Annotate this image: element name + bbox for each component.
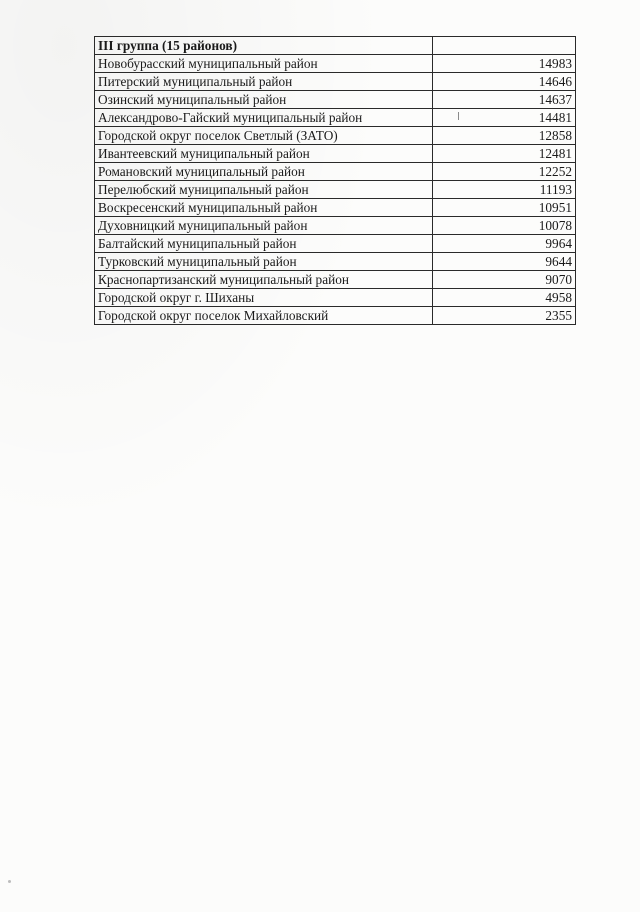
table-row	[95, 127, 576, 145]
district-name: Городской округ г. Шиханы	[95, 289, 433, 307]
group-header-value	[433, 37, 576, 55]
district-name: Городской округ поселок Михайловский	[95, 307, 433, 325]
district-value: 9070	[433, 271, 576, 289]
table-row	[95, 253, 576, 271]
district-name: Балтайский муниципальный район	[95, 235, 433, 253]
district-name: Краснопартизанский муниципальный район	[95, 271, 433, 289]
district-name: Питерский муниципальный район	[95, 73, 433, 91]
table-row	[95, 307, 576, 325]
district-name: Воскресенский муниципальный район	[95, 199, 433, 217]
table-row	[95, 145, 576, 163]
table-row	[95, 199, 576, 217]
district-name: Духовницкий муниципальный район	[95, 217, 433, 235]
district-name: Романовский муниципальный район	[95, 163, 433, 181]
group-header: III группа (15 районов)	[95, 37, 433, 55]
table-row	[95, 163, 576, 181]
district-value: 2355	[433, 307, 576, 325]
district-value: 9964	[433, 235, 576, 253]
scan-speck	[8, 880, 11, 883]
scan-mark	[458, 112, 459, 120]
district-name: Турковский муниципальный район	[95, 253, 433, 271]
district-value: 12481	[433, 145, 576, 163]
district-value: 14637	[433, 91, 576, 109]
district-value: 14983	[433, 55, 576, 73]
district-value: 4958	[433, 289, 576, 307]
table-row	[95, 181, 576, 199]
districts-table	[94, 36, 576, 325]
district-name: Озинский муниципальный район	[95, 91, 433, 109]
group-header-row	[95, 37, 576, 55]
district-value: 12252	[433, 163, 576, 181]
district-value: 14481	[433, 109, 576, 127]
table-row	[95, 91, 576, 109]
district-value: 9644	[433, 253, 576, 271]
table-row	[95, 217, 576, 235]
district-value: 11193	[433, 181, 576, 199]
table-row	[95, 73, 576, 91]
district-name: Новобурасский муниципальный район	[95, 55, 433, 73]
table-row	[95, 271, 576, 289]
district-value: 14646	[433, 73, 576, 91]
district-value: 10951	[433, 199, 576, 217]
table-row	[95, 109, 576, 127]
district-name: Перелюбский муниципальный район	[95, 181, 433, 199]
district-name: Александрово-Гайский муниципальный район	[95, 109, 433, 127]
table-row	[95, 289, 576, 307]
district-name: Ивантеевский муниципальный район	[95, 145, 433, 163]
table-row	[95, 55, 576, 73]
table-row	[95, 235, 576, 253]
district-value: 12858	[433, 127, 576, 145]
district-name: Городской округ поселок Светлый (ЗАТО)	[95, 127, 433, 145]
district-value: 10078	[433, 217, 576, 235]
